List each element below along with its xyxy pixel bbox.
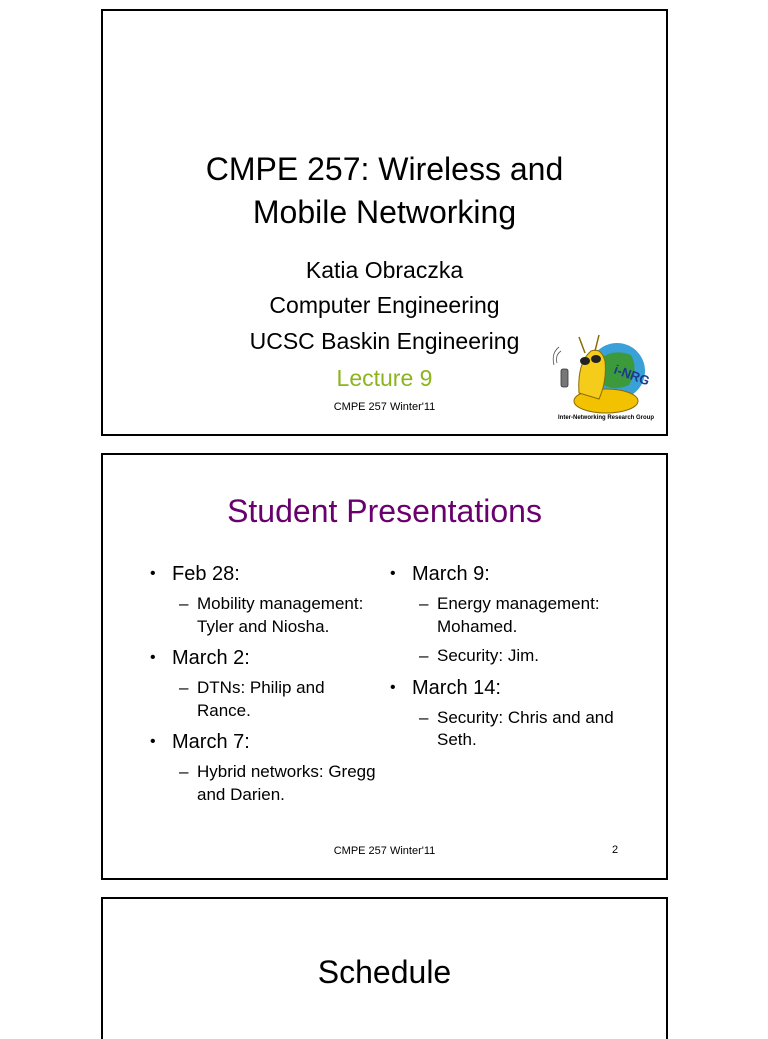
bullet-date: • Feb 28: xyxy=(150,563,240,585)
slide-1-footer: CMPE 257 Winter'11 xyxy=(333,401,436,413)
slide-3 xyxy=(101,897,668,1039)
bullet-date: • March 14: xyxy=(390,676,501,699)
slide-1 xyxy=(101,9,668,436)
slide-2-title: Student Presentations xyxy=(227,493,542,529)
sub-item: – Security: Chris and and Seth. xyxy=(419,707,614,749)
author: Katia Obraczka xyxy=(305,257,464,283)
bullet-date: • March 2: xyxy=(150,647,250,669)
sub-item: – Security: Jim. xyxy=(419,646,540,665)
slide-1-title xyxy=(103,148,666,234)
right-column xyxy=(390,561,615,759)
lecture-number: Lecture 9 xyxy=(336,365,433,391)
sub-item: – Mobility management: Tyler and Niosha. xyxy=(179,594,364,636)
title-line-1: CMPE 257: Wireless and xyxy=(205,151,564,187)
sub-item: – Hybrid networks: Gregg and Darien. xyxy=(179,762,376,804)
slide-2-footer: CMPE 257 Winter'11 xyxy=(333,845,436,857)
left-column xyxy=(150,561,380,813)
school: UCSC Baskin Engineering xyxy=(249,328,520,354)
sub-item: – DTNs: Philip and Rance. xyxy=(179,678,325,720)
title-line-2: Mobile Networking xyxy=(252,194,517,230)
logo-caption: Inter-Networking Research Group xyxy=(557,415,655,421)
bullet-date: • March 7: xyxy=(150,731,250,753)
slide-2 xyxy=(101,453,668,880)
bullet-date: • March 9: xyxy=(390,563,490,585)
page-number: 2 xyxy=(612,844,619,856)
svg-text:i-NRG: i-NRG xyxy=(611,361,652,389)
department: Computer Engineering xyxy=(269,292,500,318)
sub-item: – Energy management: Mohamed. xyxy=(419,594,600,636)
slide-3-title: Schedule xyxy=(317,954,452,990)
